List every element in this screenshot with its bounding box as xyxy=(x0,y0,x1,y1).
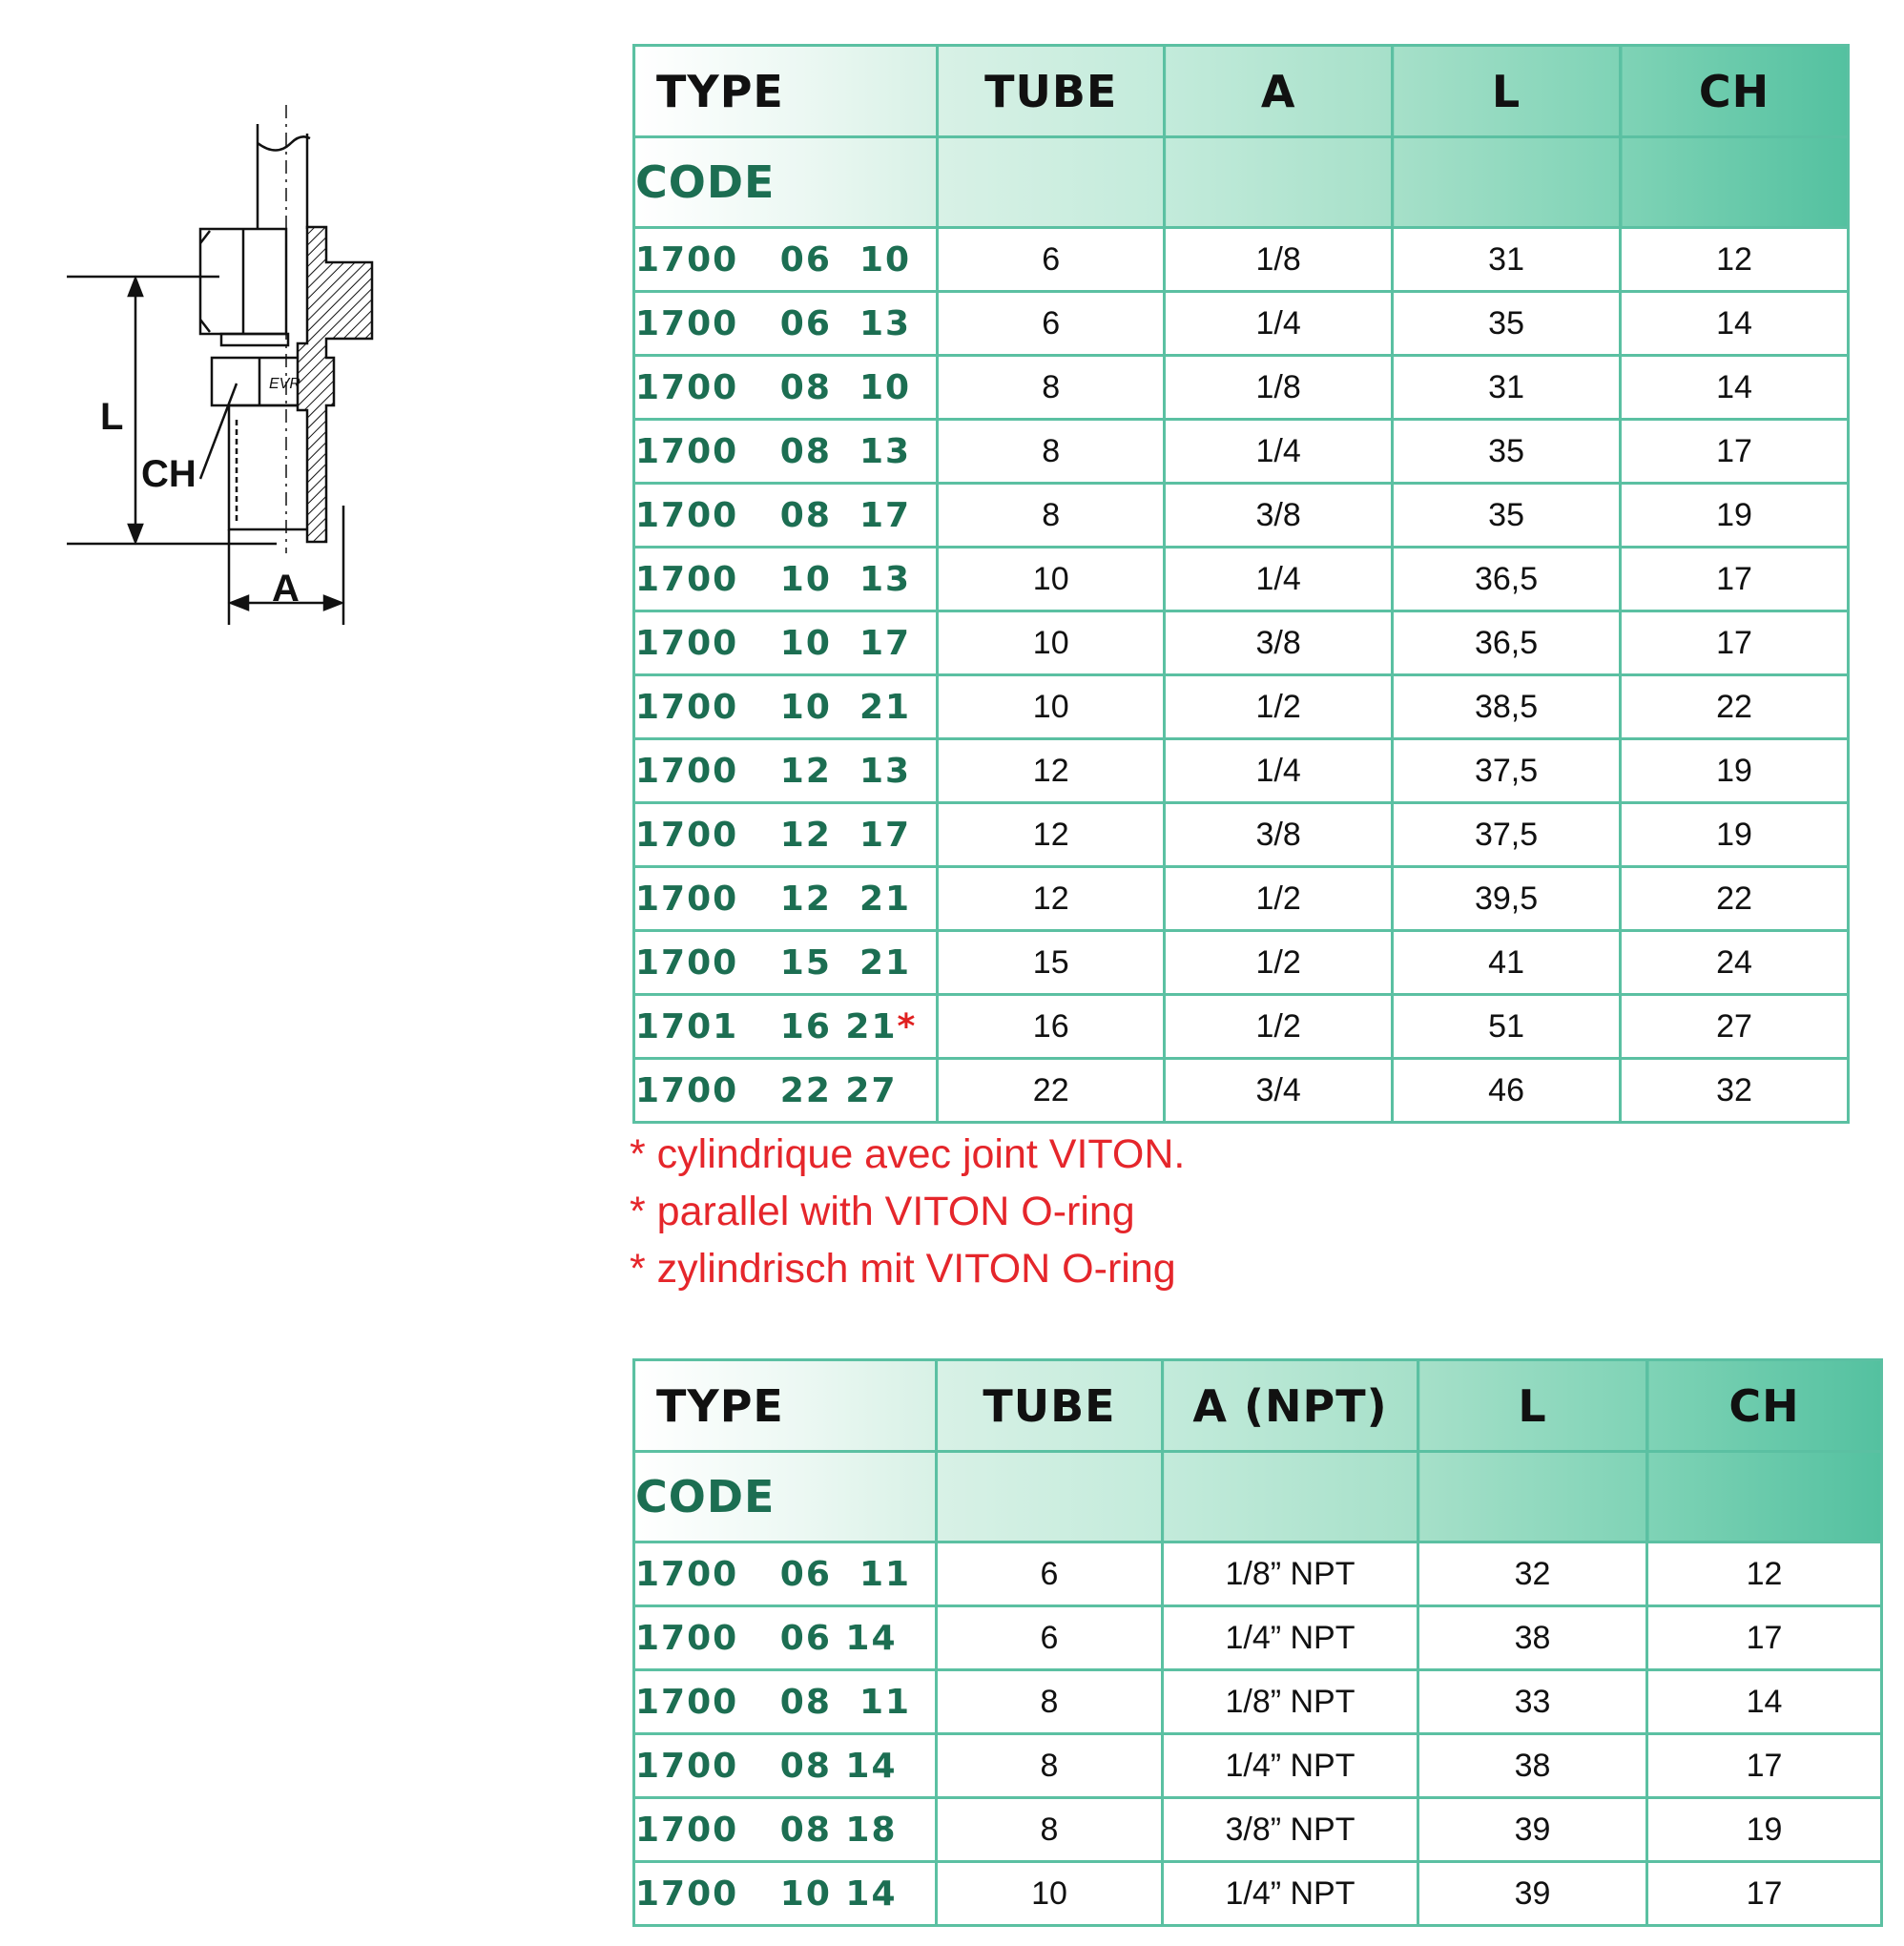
thread-size: 1/4” NPT xyxy=(1163,1862,1418,1926)
product-code-text: 1700 06 13 xyxy=(635,303,912,343)
tube-size: 10 xyxy=(937,1862,1163,1926)
tube-size: 16 xyxy=(938,995,1165,1059)
header-type: TYPE xyxy=(634,1360,937,1452)
header-ch: CH xyxy=(1647,1360,1882,1452)
thread-size: 1/2 xyxy=(1165,931,1393,995)
thread-size: 1/8 xyxy=(1165,228,1393,292)
header-code: CODE xyxy=(634,1452,937,1542)
table-code-row xyxy=(634,137,1849,228)
product-code-text: 1700 15 21 xyxy=(635,942,912,983)
wrench-size: 19 xyxy=(1621,803,1849,867)
header-spacer xyxy=(1165,137,1393,228)
table-row xyxy=(634,420,1849,484)
table-row xyxy=(634,931,1849,995)
length-value: 31 xyxy=(1393,356,1621,420)
wrench-size: 22 xyxy=(1621,867,1849,931)
product-code xyxy=(634,228,938,292)
tube-size: 8 xyxy=(937,1798,1163,1862)
wrench-size: 12 xyxy=(1647,1542,1882,1606)
wrench-size: 12 xyxy=(1621,228,1849,292)
product-table-npt xyxy=(632,1358,1883,1927)
length-value: 32 xyxy=(1418,1542,1647,1606)
table-row xyxy=(634,675,1849,739)
thread-size: 1/8” NPT xyxy=(1163,1670,1418,1734)
tube-size: 8 xyxy=(938,484,1165,548)
tube-size: 12 xyxy=(938,867,1165,931)
table-header-row xyxy=(634,46,1849,137)
length-value: 39 xyxy=(1418,1862,1647,1926)
wrench-size: 14 xyxy=(1621,292,1849,356)
product-code xyxy=(634,1542,937,1606)
length-value: 35 xyxy=(1393,292,1621,356)
length-value: 37,5 xyxy=(1393,739,1621,803)
header-spacer xyxy=(1647,1452,1882,1542)
thread-size: 1/2 xyxy=(1165,995,1393,1059)
product-code xyxy=(634,1670,937,1734)
table-code-row xyxy=(634,1452,1882,1542)
header-code: CODE xyxy=(634,137,938,228)
header-tube: TUBE xyxy=(938,46,1165,137)
wrench-size: 17 xyxy=(1647,1606,1882,1670)
product-code-text: 1700 08 11 xyxy=(635,1682,912,1722)
thread-size: 3/4 xyxy=(1165,1059,1393,1123)
product-code-text: 1700 12 21 xyxy=(635,879,912,919)
length-value: 36,5 xyxy=(1393,548,1621,611)
product-code xyxy=(634,1606,937,1670)
tube-size: 12 xyxy=(938,803,1165,867)
table-row xyxy=(634,356,1849,420)
table-row xyxy=(634,484,1849,548)
tube-size: 6 xyxy=(938,228,1165,292)
length-value: 33 xyxy=(1418,1670,1647,1734)
length-value: 39 xyxy=(1418,1798,1647,1862)
header-spacer xyxy=(1163,1452,1418,1542)
product-code-text: 1700 06 10 xyxy=(635,239,912,279)
footnote-en: * parallel with VITON O-ring xyxy=(630,1189,1135,1234)
product-code xyxy=(634,420,938,484)
table-row xyxy=(634,228,1849,292)
product-code-text: 1700 12 17 xyxy=(635,815,912,855)
thread-size: 3/8” NPT xyxy=(1163,1798,1418,1862)
product-code xyxy=(634,611,938,675)
tube-size: 8 xyxy=(938,356,1165,420)
tube-size: 8 xyxy=(937,1734,1163,1798)
tube-size: 12 xyxy=(938,739,1165,803)
product-code xyxy=(634,1059,938,1123)
product-code xyxy=(634,292,938,356)
wrench-size: 17 xyxy=(1621,420,1849,484)
length-value: 38 xyxy=(1418,1606,1647,1670)
table-row xyxy=(634,1606,1882,1670)
product-code-text: 1700 10 14 xyxy=(635,1874,898,1914)
thread-size: 3/8 xyxy=(1165,484,1393,548)
wrench-size: 19 xyxy=(1621,739,1849,803)
header-l: L xyxy=(1393,46,1621,137)
wrench-size: 14 xyxy=(1621,356,1849,420)
thread-size: 1/4 xyxy=(1165,420,1393,484)
wrench-size: 24 xyxy=(1621,931,1849,995)
product-code xyxy=(634,675,938,739)
wrench-size: 19 xyxy=(1621,484,1849,548)
product-code-text: 1700 06 11 xyxy=(635,1554,912,1594)
product-code-text: 1700 08 18 xyxy=(635,1810,898,1850)
tube-size: 10 xyxy=(938,611,1165,675)
product-code-text: 1700 22 27 xyxy=(635,1070,898,1110)
header-a: A xyxy=(1165,46,1393,137)
product-code-text: 1700 08 17 xyxy=(635,495,912,535)
length-value: 41 xyxy=(1393,931,1621,995)
product-code xyxy=(634,1734,937,1798)
length-value: 35 xyxy=(1393,420,1621,484)
wrench-size: 17 xyxy=(1621,611,1849,675)
length-value: 38 xyxy=(1418,1734,1647,1798)
table-row xyxy=(634,739,1849,803)
dimension-label-ch: CH xyxy=(141,453,197,495)
wrench-size: 17 xyxy=(1647,1734,1882,1798)
product-code xyxy=(634,1862,937,1926)
thread-size: 1/4 xyxy=(1165,739,1393,803)
table-row xyxy=(634,867,1849,931)
length-value: 51 xyxy=(1393,995,1621,1059)
tube-size: 10 xyxy=(938,675,1165,739)
product-code xyxy=(634,867,938,931)
header-spacer xyxy=(937,1452,1163,1542)
wrench-size: 17 xyxy=(1621,548,1849,611)
product-code-text: 1700 08 14 xyxy=(635,1746,898,1786)
product-table-bsp xyxy=(632,44,1850,1124)
table-row xyxy=(634,1862,1882,1926)
length-value: 35 xyxy=(1393,484,1621,548)
product-code xyxy=(634,548,938,611)
dimension-label-a: A xyxy=(272,568,300,610)
header-type: TYPE xyxy=(634,46,938,137)
tube-size: 6 xyxy=(937,1606,1163,1670)
thread-size: 1/4 xyxy=(1165,548,1393,611)
product-code xyxy=(634,739,938,803)
header-l: L xyxy=(1418,1360,1647,1452)
footnote-marker: * xyxy=(897,1006,918,1046)
tube-size: 15 xyxy=(938,931,1165,995)
length-value: 38,5 xyxy=(1393,675,1621,739)
table-row xyxy=(634,1542,1882,1606)
product-code-text: 1700 12 13 xyxy=(635,751,912,791)
wrench-size: 14 xyxy=(1647,1670,1882,1734)
product-code-text: 1701 16 21 xyxy=(635,1006,898,1046)
product-code-text: 1700 08 10 xyxy=(635,367,912,407)
footnote-fr: * cylindrique avec joint VITON. xyxy=(630,1131,1186,1177)
table-row xyxy=(634,611,1849,675)
product-code xyxy=(634,995,938,1059)
wrench-size: 27 xyxy=(1621,995,1849,1059)
length-value: 36,5 xyxy=(1393,611,1621,675)
length-value: 46 xyxy=(1393,1059,1621,1123)
header-spacer xyxy=(1418,1452,1647,1542)
table-row xyxy=(634,1670,1882,1734)
tube-size: 6 xyxy=(938,292,1165,356)
tube-size: 6 xyxy=(937,1542,1163,1606)
thread-size: 1/8” NPT xyxy=(1163,1542,1418,1606)
header-spacer xyxy=(938,137,1165,228)
table-header-row xyxy=(634,1360,1882,1452)
length-value: 39,5 xyxy=(1393,867,1621,931)
product-code-text: 1700 10 13 xyxy=(635,559,912,599)
header-tube: TUBE xyxy=(937,1360,1163,1452)
brand-logo: EVR xyxy=(269,376,300,392)
length-value: 31 xyxy=(1393,228,1621,292)
product-code xyxy=(634,356,938,420)
product-code xyxy=(634,484,938,548)
fitting-drawing xyxy=(48,105,477,696)
wrench-size: 19 xyxy=(1647,1798,1882,1862)
header-spacer xyxy=(1393,137,1621,228)
thread-size: 1/2 xyxy=(1165,675,1393,739)
thread-size: 3/8 xyxy=(1165,803,1393,867)
table-row xyxy=(634,1059,1849,1123)
product-code-text: 1700 10 17 xyxy=(635,623,912,663)
header-a-npt: A (NPT) xyxy=(1163,1360,1418,1452)
table-row xyxy=(634,803,1849,867)
table-row xyxy=(634,1798,1882,1862)
thread-size: 1/2 xyxy=(1165,867,1393,931)
product-code xyxy=(634,1798,937,1862)
thread-size: 1/4” NPT xyxy=(1163,1606,1418,1670)
header-ch: CH xyxy=(1621,46,1849,137)
tube-size: 8 xyxy=(938,420,1165,484)
wrench-size: 32 xyxy=(1621,1059,1849,1123)
product-code xyxy=(634,803,938,867)
product-code-text: 1700 08 13 xyxy=(635,431,912,471)
footnote-de: * zylindrisch mit VITON O-ring xyxy=(630,1246,1176,1292)
footnotes xyxy=(630,1126,1488,1297)
product-code xyxy=(634,931,938,995)
product-code-text: 1700 06 14 xyxy=(635,1618,898,1658)
table-row xyxy=(634,548,1849,611)
dimension-label-l: L xyxy=(100,396,124,438)
length-value: 37,5 xyxy=(1393,803,1621,867)
product-code-text: 1700 10 21 xyxy=(635,687,912,727)
tube-size: 10 xyxy=(938,548,1165,611)
thread-size: 1/4 xyxy=(1165,292,1393,356)
thread-size: 1/8 xyxy=(1165,356,1393,420)
tube-size: 8 xyxy=(937,1670,1163,1734)
table-row xyxy=(634,1734,1882,1798)
wrench-size: 22 xyxy=(1621,675,1849,739)
header-spacer xyxy=(1621,137,1849,228)
section-hatch xyxy=(298,227,372,542)
thread-size: 1/4” NPT xyxy=(1163,1734,1418,1798)
table-row xyxy=(634,292,1849,356)
thread-size: 3/8 xyxy=(1165,611,1393,675)
tube-size: 22 xyxy=(938,1059,1165,1123)
wrench-size: 17 xyxy=(1647,1862,1882,1926)
table-row xyxy=(634,995,1849,1059)
